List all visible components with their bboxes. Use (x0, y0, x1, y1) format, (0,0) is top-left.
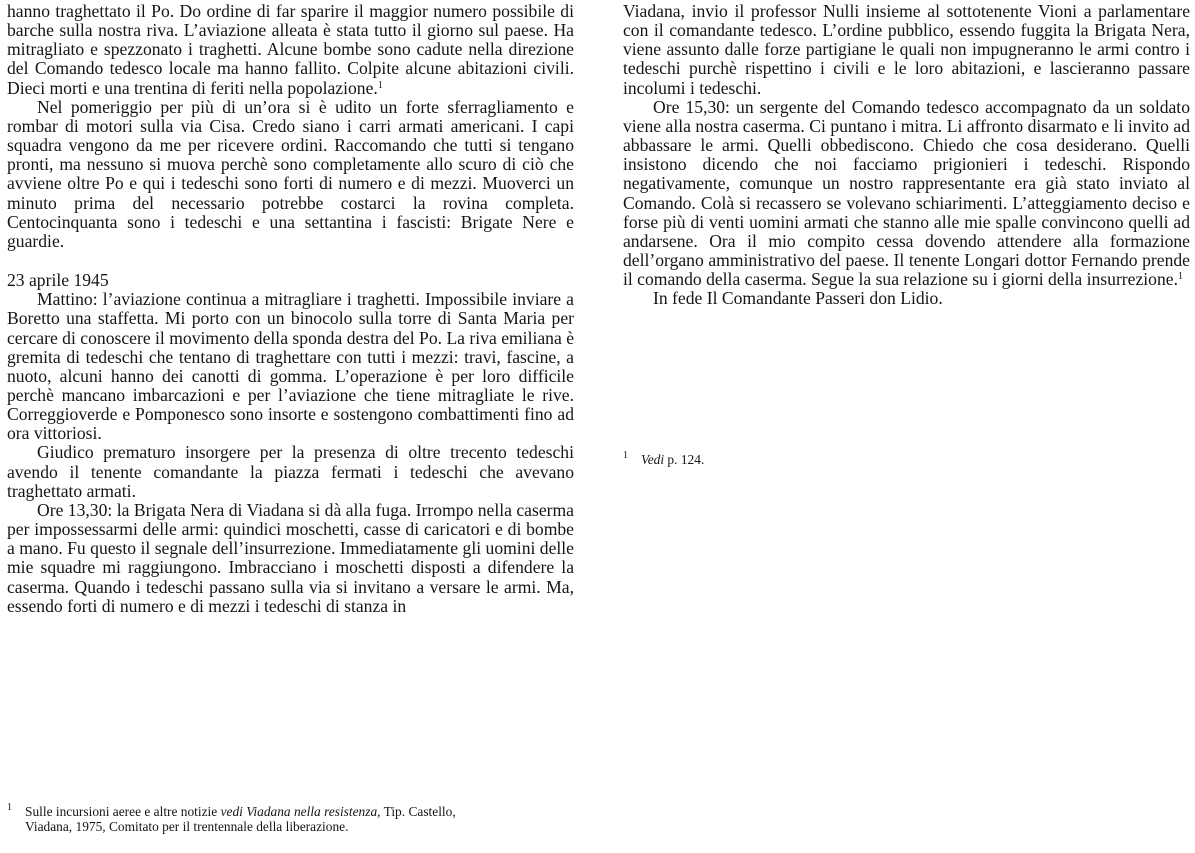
paragraph: Viadana, invio il professor Nulli insieme al sottotenente Vioni a parlamentare con il comandante tedesco. L’ordine pubblico, essendo fuggita la Brigata Nera, viene assunto dalle forze partigiane le quali non impugneranno le armi contro i tedeschi purchè rispettino i civili e le loro abitazioni, e lascieranno passare incolumi i tedeschi. (623, 1, 1190, 98)
footnote-mark: 1 (7, 802, 12, 813)
paragraph: Ore 13,30: la Brigata Nera di Viadana si dà alla fuga. Irrompo nella caserma per impossessarmi delle armi: quindici moschetti, casse di caricatori e di bombe a mano. Fu questo il segnale dell’insurrezione. Immediatamente gli uomini delle mie squadre mi raggiungono. Imbracciano i moschetti disposti a difendere la caserma. Quando i tedeschi passano sulla via si invitano a versare le armi. Ma, essendo forti di numero e di mezzi i tedeschi di stanza in (7, 499, 574, 616)
left-column (7, 2, 574, 616)
paragraph: Giudico prematuro insorgere per la presenza di oltre trecento tedeschi avendo il tenente comandante la piazza fermati i tedeschi che avevano traghettato armati. (7, 442, 574, 501)
footnote-ref: 1 (1177, 271, 1183, 283)
paragraph: Ore 15,30: un sergente del Comando tedesco accompagnato da un soldato viene alla nostra caserma. Ci puntano i mitra. Li affronto disarmato e li invito ad abbassare le armi. Quelli obbediscono. Chiedo che cosa desiderano. Quelli insistono dicendo che noi facciamo prigionieri i tedeschi. Rispondo negativamente, comunque un nostro rappresentante era già stato inviato al Comando. Colà si recassero se volevano schiarimenti. L’atteggiamento deciso e forse più di venti uomini armati che stanno alle mie spalle convincono quelli ad andarsene. Ora il mio compito cessa dovendo attendere alla formazione dell’organo amministrativo del paese. Il tenente Longari dottor Fernando prende il comando della caserma. Segue la sua relazione su i giorni della insurrezione.$^1$ (623, 96, 1190, 290)
footnote-mark: 1 (623, 450, 628, 461)
diary-date: 23 aprile 1945 (7, 270, 109, 291)
signature-line: In fede Il Comandante Passeri don Lidio. (653, 288, 943, 309)
footnote: $^1$ Vedi p. 124. (623, 450, 705, 467)
paragraph: hanno traghettato il Po. Do ordine di far sparire il maggior numero possibile di barche sulla nostra riva. L’aviazione alleata è stata tutto il giorno sul paese. Ha mitragliato e spezzonato i traghetti. Alcune bombe sono cadute nella direzione del Comando tedesco locale ma hanno fallito. Colpite alcune abitazioni civili. Dieci morti e una trentina di feriti nella popolazione.$^1$ (7, 1, 574, 98)
footnote-ref: 1 (377, 79, 383, 91)
footnote: $^1$ Sulle incursioni aeree e altre notizie vedi Viadana nella resistenza, Tip. Castello, Viadana, 1975, Comitato per il trentennale della liberazione. (7, 802, 456, 834)
paragraph: Nel pomeriggio per più di un’ora si è udito un forte sferragliamento e rombar di motori sulla via Cisa. Credo siano i carri armati americani. I capi squadra vengono da me per ricevere ordini. Raccomando che tutti si tengano pronti, ma nessuno si muova perchè sono completamente allo scuro di ciò che avviene oltre Po e qui i tedeschi sono forti di numero e di mezzi. Muoverci un minuto prima del necessario potrebbe costarci la rovina completa. Centocinquanta sono i tedeschi e una settantina i fascisti: Brigate Nere e guardie. (7, 96, 574, 251)
right-column (623, 2, 1190, 309)
footnote-citation: Vedi (641, 452, 665, 467)
paragraph: Mattino: l’aviazione continua a mitragliare i traghetti. Impossibile inviare a Boretto una staffetta. Mi porto con un binocolo sulla torre di Santa Maria per cercare di conoscere il movimento della sponda destra del Po. La riva emiliana è gremita di tedeschi che tentano di traghettare con tutti i mezzi: travi, fascine, a nuoto, alcuni hanno dei canotti di gomma. L’operazione è per loro difficile perchè mancano imbarcazioni e per l’aviazione che tiene mitragliate le rive. Correggioverde e Pomponesco sono insorte e sostengono combattimenti fino ad ora vittoriosi. (7, 289, 574, 444)
footnote-citation: vedi Viadana nella resistenza, (220, 804, 381, 819)
